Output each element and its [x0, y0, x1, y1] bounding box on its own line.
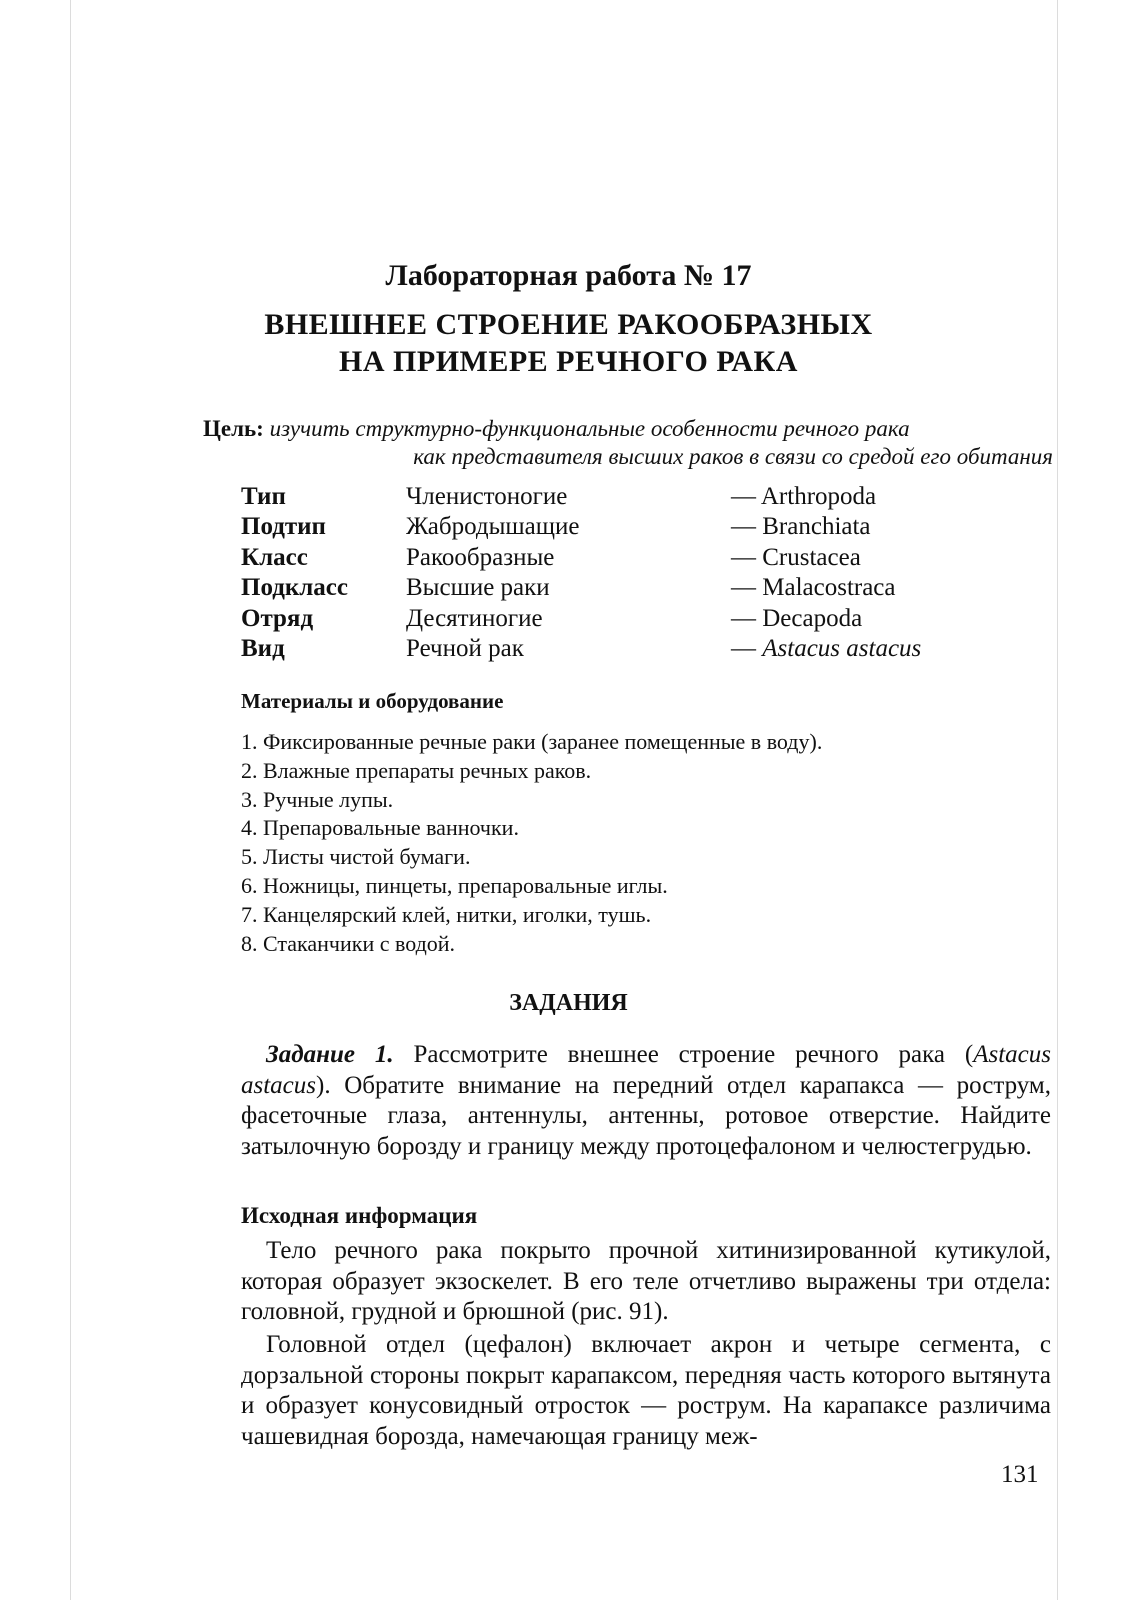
taxonomy-row [241, 482, 1041, 512]
taxonomy-latin-dash: — [731, 634, 763, 662]
info-paragraph-1-text: Тело речного рака покрыто прочной хитинизированной кутикулой, которая образует экзоскелет. В его теле отчетливо выражены три отдела: головной, грудной и брюшной (рис. 91). [241, 1237, 1051, 1326]
info-paragraph-2-text: Головной отдел (цефалон) включает акрон и четыре сегмента, с дорзальной стороны покрыт карапаксом, передняя часть которого вытянута и образует конусовидный отросток — рострум. На карапаксе различима чашевидная борозда, намечающая границу меж- [241, 1331, 1051, 1450]
task-1-label: Задание 1. [266, 1041, 394, 1068]
taxonomy-latin-name [731, 634, 1041, 664]
taxonomy-russian-name: Речной рак [406, 634, 524, 662]
list-item: 7. Канцелярский клей, нитки, иголки, тушь. [241, 901, 652, 927]
taxonomy-rank: Отряд [241, 604, 314, 632]
list-item: 4. Препаровальные ванночки. [241, 815, 519, 841]
taxonomy-row [241, 634, 1041, 664]
taxonomy-russian-name: Жабродышащие [406, 513, 580, 541]
tasks-heading: ЗАДАНИЯ [509, 990, 628, 1016]
info-heading: Исходная информация [241, 1203, 478, 1228]
lab-title-line-2: НА ПРИМЕРЕ РЕЧНОГО РАКА [339, 345, 798, 378]
task-1-text-b: ). Обратите внимание на передний отдел карапакса — рострум, фасеточные глаза, антеннулы, антенны, ротовое отверстие. Найдите затылочную борозду и границу между протоцефалоном и челюстегрудью. [241, 1071, 1051, 1160]
info-paragraph-1 [241, 1236, 1051, 1328]
task-1-text-a: Рассмотрите внешнее строение речного рака ( [393, 1041, 974, 1068]
taxonomy-row [241, 543, 1041, 573]
page-sheet [70, 0, 1058, 1600]
list-item: 5. Листы чистой бумаги. [241, 844, 471, 870]
list-item: 1. Фиксированные речные раки (заранее помещенные в воду). [241, 729, 823, 754]
task-1-paragraph [241, 1040, 1051, 1162]
lab-title [171, 306, 966, 380]
taxonomy-row [241, 573, 1041, 603]
lab-title-line-1: ВНЕШНЕЕ СТРОЕНИЕ РАКООБРАЗНЫХ [264, 308, 873, 341]
materials-heading: Материалы и оборудование [241, 689, 504, 713]
taxonomy-latin-species: Astacus astacus [762, 634, 922, 662]
taxonomy-rank: Тип [241, 483, 286, 510]
taxonomy-latin-name: — Malacostraca [731, 574, 896, 602]
taxonomy-latin-name: — Crustacea [731, 543, 861, 571]
list-item: 2. Влажные препараты речных раков. [241, 757, 592, 783]
taxonomy-latin-name: — Decapoda [731, 604, 863, 632]
goal-label: Цель: [203, 416, 264, 441]
taxonomy-rank: Подкласс [241, 574, 348, 602]
taxonomy-russian-name: Членистоногие [406, 483, 568, 510]
taxonomy-rank: Подтип [241, 513, 326, 541]
taxonomy-row [241, 604, 1041, 634]
task-1-latin-name: Astacus astacus [241, 1041, 1051, 1099]
taxonomy-rank: Вид [241, 634, 285, 662]
taxonomy-latin-name: — Arthropoda [731, 483, 877, 510]
taxonomy-row [241, 512, 1041, 542]
list-item: 3. Ручные лупы. [241, 786, 394, 812]
taxonomy-russian-name: Ракообразные [406, 543, 555, 571]
goal-line-1: изучить структурно-функциональные особенности речного рака [269, 416, 910, 441]
page-content [171, 0, 1053, 1600]
page-number: 131 [1001, 1461, 1039, 1488]
info-paragraph-2 [241, 1330, 1051, 1452]
taxonomy-russian-name: Высшие раки [406, 574, 550, 602]
list-item: 8. Стаканчики с водой. [241, 930, 456, 956]
list-item: 6. Ножницы, пинцеты, препаровальные иглы. [241, 872, 668, 898]
taxonomy-rank: Класс [241, 543, 308, 571]
goal-block [203, 415, 1073, 471]
goal-line-2: как представителя высших раков в связи со средой его обитания [413, 444, 1053, 469]
taxonomy-table [241, 482, 1041, 664]
taxonomy-russian-name: Десятиногие [406, 604, 543, 632]
lab-number-heading: Лабораторная работа № 17 [385, 259, 752, 292]
materials-list [241, 728, 1041, 958]
taxonomy-latin-name: — Branchiata [731, 513, 871, 541]
